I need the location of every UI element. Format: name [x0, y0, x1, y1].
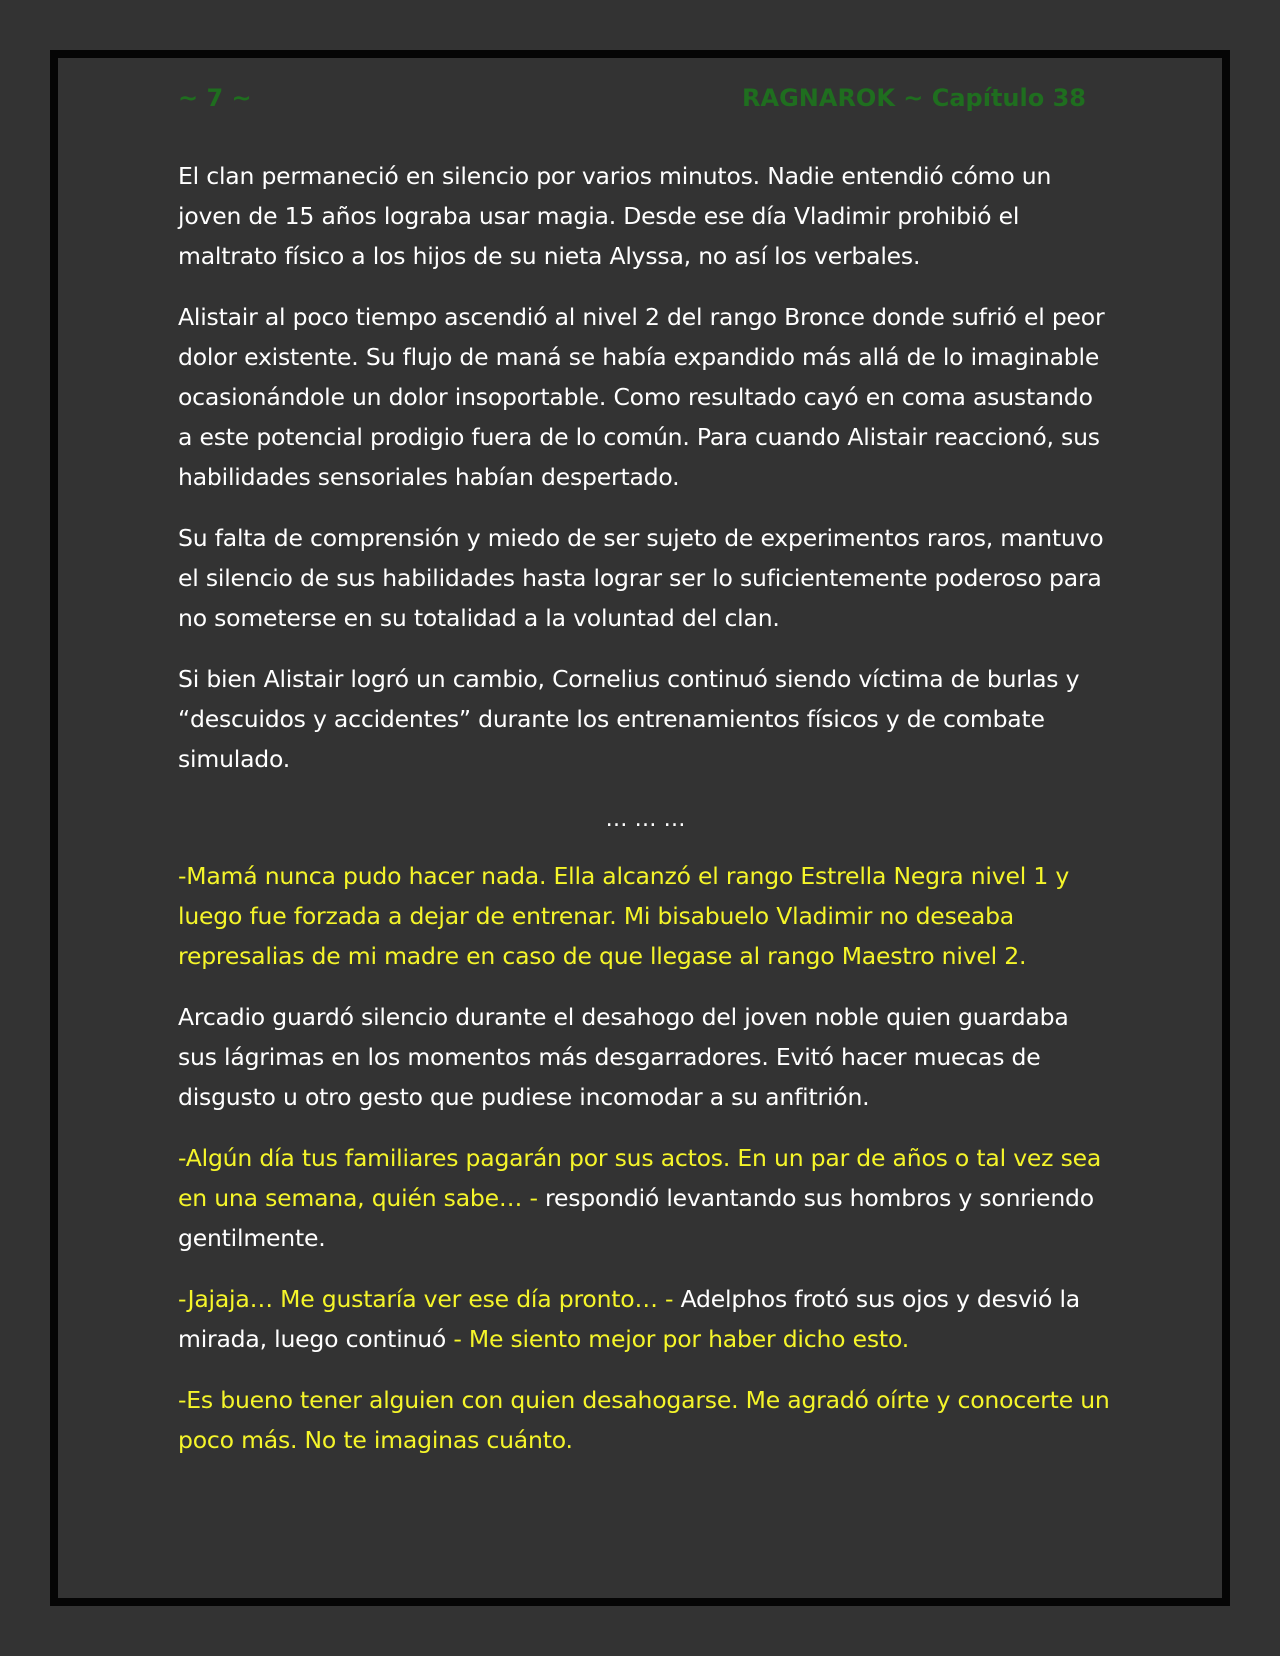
- paragraph-7: [178, 1138, 1113, 1258]
- paragraph-4: Si bien Alistair logró un cambio, Cornelius continuó siendo víctima de burlas y “descuidos y accidentes” durante los entrenamientos físicos y de combate simulado.: [178, 665, 1080, 773]
- dialogue-line: -Algún día tus familiares pagarán por sus actos. En un par de años o tal vez sea en una semana, quién sabe… -: [178, 1144, 1102, 1212]
- running-title: RAGNAROK ~ Capítulo 38: [742, 84, 1086, 112]
- paragraph-1: El clan permaneció en silencio por varios minutos. Nadie entendió cómo un joven de 15 años lograba usar magia. Desde ese día Vladimir prohibió el maltrato físico a los hijos de su nieta Alyssa, no así los verbales.: [178, 162, 1052, 270]
- dialogue-line: -Jajaja… Me gustaría ver ese día pronto… -: [178, 1285, 674, 1313]
- paragraph-5-dialogue: -Mamá nunca pudo hacer nada. Ella alcanzó el rango Estrella Negra nivel 1 y luego fue forzada a dejar de entrenar. Mi bisabuelo Vladimir no deseaba represalias de mi madre en caso de que llegase al rango Maestro nivel 2.: [178, 862, 1070, 970]
- scene-separator: … … …: [605, 807, 686, 832]
- page-frame: [50, 50, 1230, 1606]
- paragraph-9-dialogue: -Es bueno tener alguien con quien desahogarse. Me agradó oírte y conocerte un poco más. No te imaginas cuánto.: [178, 1386, 1110, 1454]
- page-header: [58, 84, 1222, 124]
- narration-line: Adelphos frotó sus ojos y desvió la mirada, luego continuó: [178, 1285, 1080, 1353]
- dialogue-line: - Me siento mejor por haber dicho esto.: [446, 1325, 909, 1353]
- narration-line: respondió levantando sus hombros y sonriendo gentilmente.: [178, 1184, 1094, 1252]
- paragraph-3: Su falta de comprensión y miedo de ser sujeto de experimentos raros, mantuvo el silencio de sus habilidades hasta lograr ser lo suficientemente poderoso para no someterse en su totalidad a la voluntad del clan.: [178, 524, 1104, 632]
- page-body: [178, 156, 1113, 1481]
- page-number: ~ 7 ~: [178, 84, 252, 112]
- paragraph-2: Alistair al poco tiempo ascendió al nivel 2 del rango Bronce donde sufrió el peor dolor existente. Su flujo de maná se había expandido más allá de lo imaginable ocasionándole un dolor insoportable. Como resultado cayó en coma asustando a este potencial prodigio fuera de lo común. Para cuando Alistair reaccionó, sus habilidades sensoriales habían despertado.: [178, 303, 1105, 491]
- paragraph-6: Arcadio guardó silencio durante el desahogo del joven noble quien guardaba sus lágrimas en los momentos más desgarradores. Evitó hacer muecas de disgusto u otro gesto que pudiese incomodar a su anfitrión.: [178, 1003, 1069, 1111]
- paragraph-8: [178, 1279, 1113, 1359]
